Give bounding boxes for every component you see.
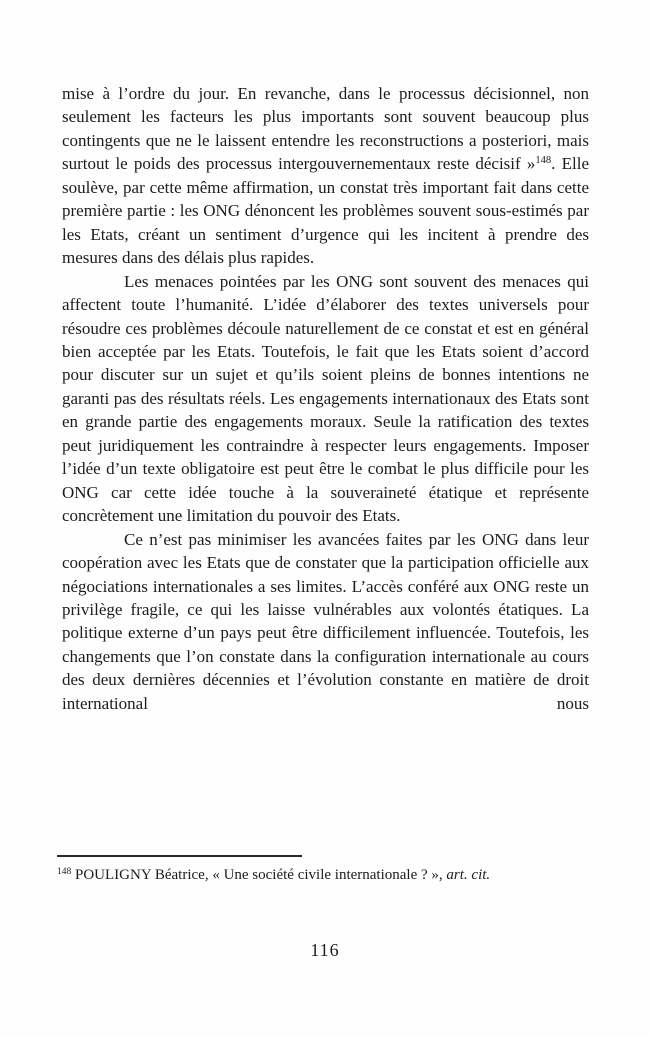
paragraph-text: mise à l’ordre du jour. En revanche, dans le processus décisionnel, non seulement les facteurs les plus importants sont souvent beaucoup plus contingents que ne le laissent entendre les reconstructions a posteriori, mais surtout le poids des processus intergouvernementaux reste décisif » xyxy=(62,84,589,174)
footnote-reference: 148 xyxy=(535,155,552,167)
footnote-text: POULIGNY Béatrice, « Une société civile internationale ? », xyxy=(71,867,447,883)
paragraph: Ce n’est pas minimiser les avancées faites par les ONG dans leur coopération avec les Etats que de constater que la participation officielle aux négociations internationales a ses limites. L’accès conféré aux ONG reste un privilège fragile, ce qui les laisse vulnérables aux volontés étatiques. La politique externe d’un pays peut être difficilement influencée. Toutefois, les changements que l’on constate dans la configuration internationale au cours des deux dernières décennies et l’évolution constante en matière de droit international nous xyxy=(62,529,589,713)
footnote-separator-rule xyxy=(57,855,302,857)
footnote-area xyxy=(57,855,589,885)
paragraph: Les menaces pointées par les ONG sont souvent des menaces qui affectent toute l’humanité. L’idée d’élaborer des textes universels pour résoudre ces problèmes découle naturellement de ce constat et est en général bien acceptée par les Etats. Toutefois, le fait que les Etats soient d’accord pour discuter sur un sujet et qu’ils soient pleins de bonnes intentions ne garanti pas des résultats réels. Les engagements internationaux des Etats sont en grande partie des engagements moraux. Seule la ratification des textes peut juridiquement les contraindre à respecter leurs engagements. Imposer l’idée d’un texte obligatoire est peut être le combat le plus difficile pour les ONG car cette idée touche à la souveraineté étatique et représente concrètement une limitation du pouvoir des Etats. xyxy=(62,271,589,526)
page-number: 116 xyxy=(310,940,340,960)
paragraph xyxy=(62,82,589,270)
footnote-marker: 148 xyxy=(57,867,72,877)
paragraph-text: . Elle soulève, par cette même affirmation, un constat très important fait dans cette première partie : les ONG dénoncent les problèmes souvent sous-estimés par les Etats, créant un sentiment d’urgence qui les incitent à prendre des mesures dans des délais plus rapides. xyxy=(62,154,589,268)
footnote xyxy=(57,865,589,885)
footnote-citation: art. cit. xyxy=(446,867,491,883)
page-body xyxy=(62,82,589,715)
